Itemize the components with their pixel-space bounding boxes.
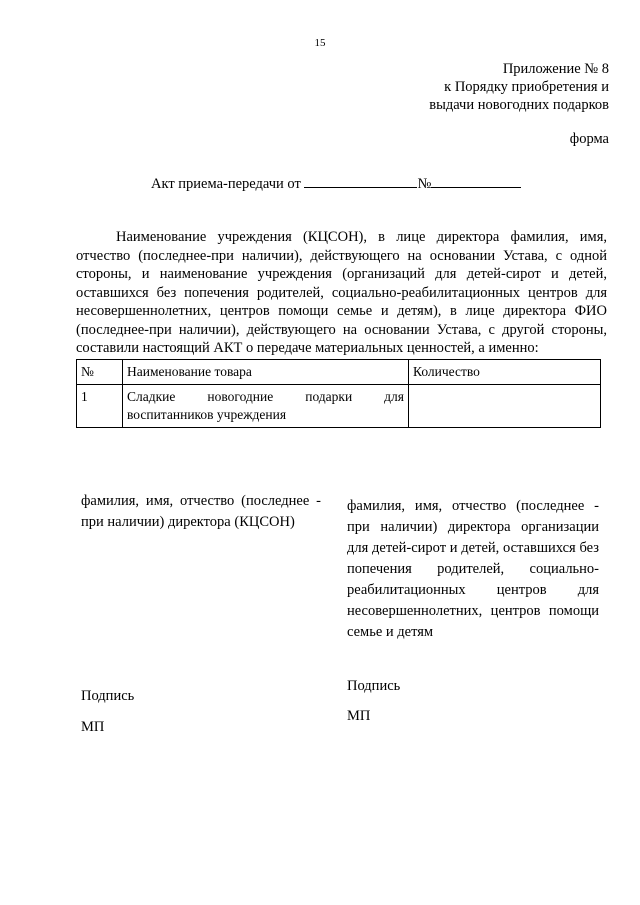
row-num: 1 [77,385,123,428]
appendix-line-3: выдачи новогодних подарков [429,97,609,113]
signature-left-label: Подпись [81,688,135,704]
row-name: Сладкие новогодние подарки для воспитанников учреждения [123,385,409,428]
stamp-right-label: МП [347,708,371,724]
act-title [151,173,521,193]
goods-table [76,359,601,428]
act-number-sign: № [417,176,432,192]
table-row [77,385,601,428]
row-qty [409,385,601,428]
page-number: 15 [314,37,326,49]
appendix-line-1: Приложение № 8 [502,61,609,77]
stamp-left-label: МП [81,719,105,735]
signature-left-description: фамилия, имя, отчество (последнее - при наличии) директора (КЦСОН) [81,493,321,530]
appendix-line-2: к Порядку приобретения и [444,79,609,95]
header-name: Наименование товара [123,360,409,385]
body-paragraph: Наименование учреждения (КЦСОН), в лице директора фамилия, имя, отчество (последнее-при наличии), действующего на основании Устава, с одной стороны, и наименование учреждения (организаций для детей-сирот и детей, оставшихся без попечения родителей, социально-реабилитационных центров для несовершеннолетних, центров помощи семье и детям), в лице директора ФИО (последнее-при наличии), действующего на основании Устава, с другой стороны, составили настоящий АКТ о передаче материальных ценностей, а именно: [76,229,607,356]
act-title-prefix: Акт приема-передачи от [151,176,301,192]
signature-right-description: фамилия, имя, отчество (последнее - при наличии) директора организации для детей-сирот и детей, оставшихся без попечения родителей, социально-реабилитационных центров для несовершеннолетних, центров помощи семье и детям [347,498,599,640]
appendix-header [429,60,609,114]
form-label: форма [569,131,609,147]
act-date-blank [304,173,417,188]
header-num: № [77,360,123,385]
act-number-blank [431,173,521,188]
signature-right-label: Подпись [347,678,401,694]
header-qty: Количество [409,360,601,385]
table-header-row [77,360,601,385]
